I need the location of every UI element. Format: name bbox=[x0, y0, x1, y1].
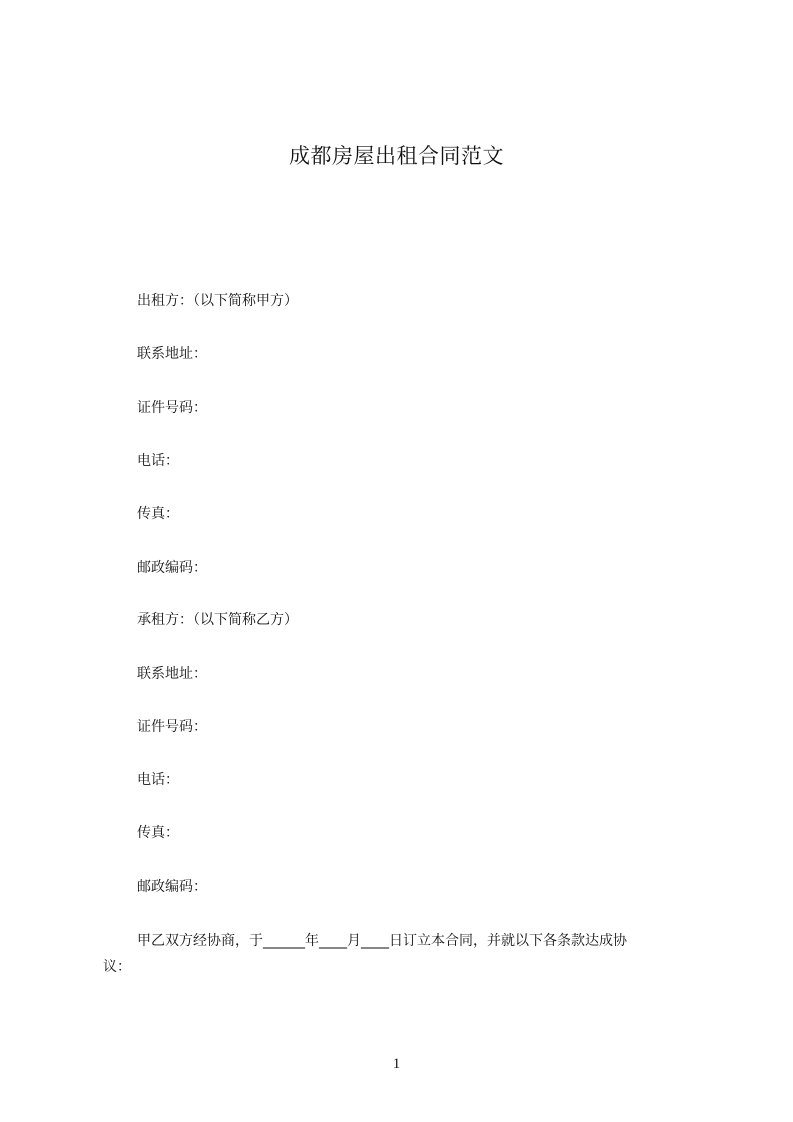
lessee-fax-label: 传真： bbox=[137, 825, 179, 841]
lessor-phone-label: 电话： bbox=[137, 453, 179, 469]
lessee-phone-label: 电话： bbox=[137, 772, 179, 788]
lessor-id-number-label: 证件号码： bbox=[137, 400, 207, 416]
lessee-postcode-label: 邮政编码： bbox=[137, 879, 207, 895]
lessor-address-label: 联系地址： bbox=[137, 346, 207, 362]
lessor-fax-label: 传真： bbox=[137, 506, 179, 522]
lessee-heading: 承租方：（以下简称乙方） bbox=[137, 612, 298, 628]
document-title: 成都房屋出租合同范文 bbox=[289, 144, 504, 168]
lessee-id-number-label: 证件号码： bbox=[137, 719, 207, 735]
lessee-address-label: 联系地址： bbox=[137, 666, 207, 682]
page-number: 1 bbox=[392, 1056, 401, 1072]
agreement-paragraph bbox=[103, 928, 713, 980]
agreement-line-2: 议： bbox=[103, 959, 131, 975]
lessor-heading: 出租方：（以下简称甲方） bbox=[137, 293, 298, 309]
agreement-line-1: 甲乙双方经协商，于______年____月____日订立本合同，并就以下各条款达成协 bbox=[137, 933, 627, 949]
lessor-postcode-label: 邮政编码： bbox=[137, 560, 207, 576]
